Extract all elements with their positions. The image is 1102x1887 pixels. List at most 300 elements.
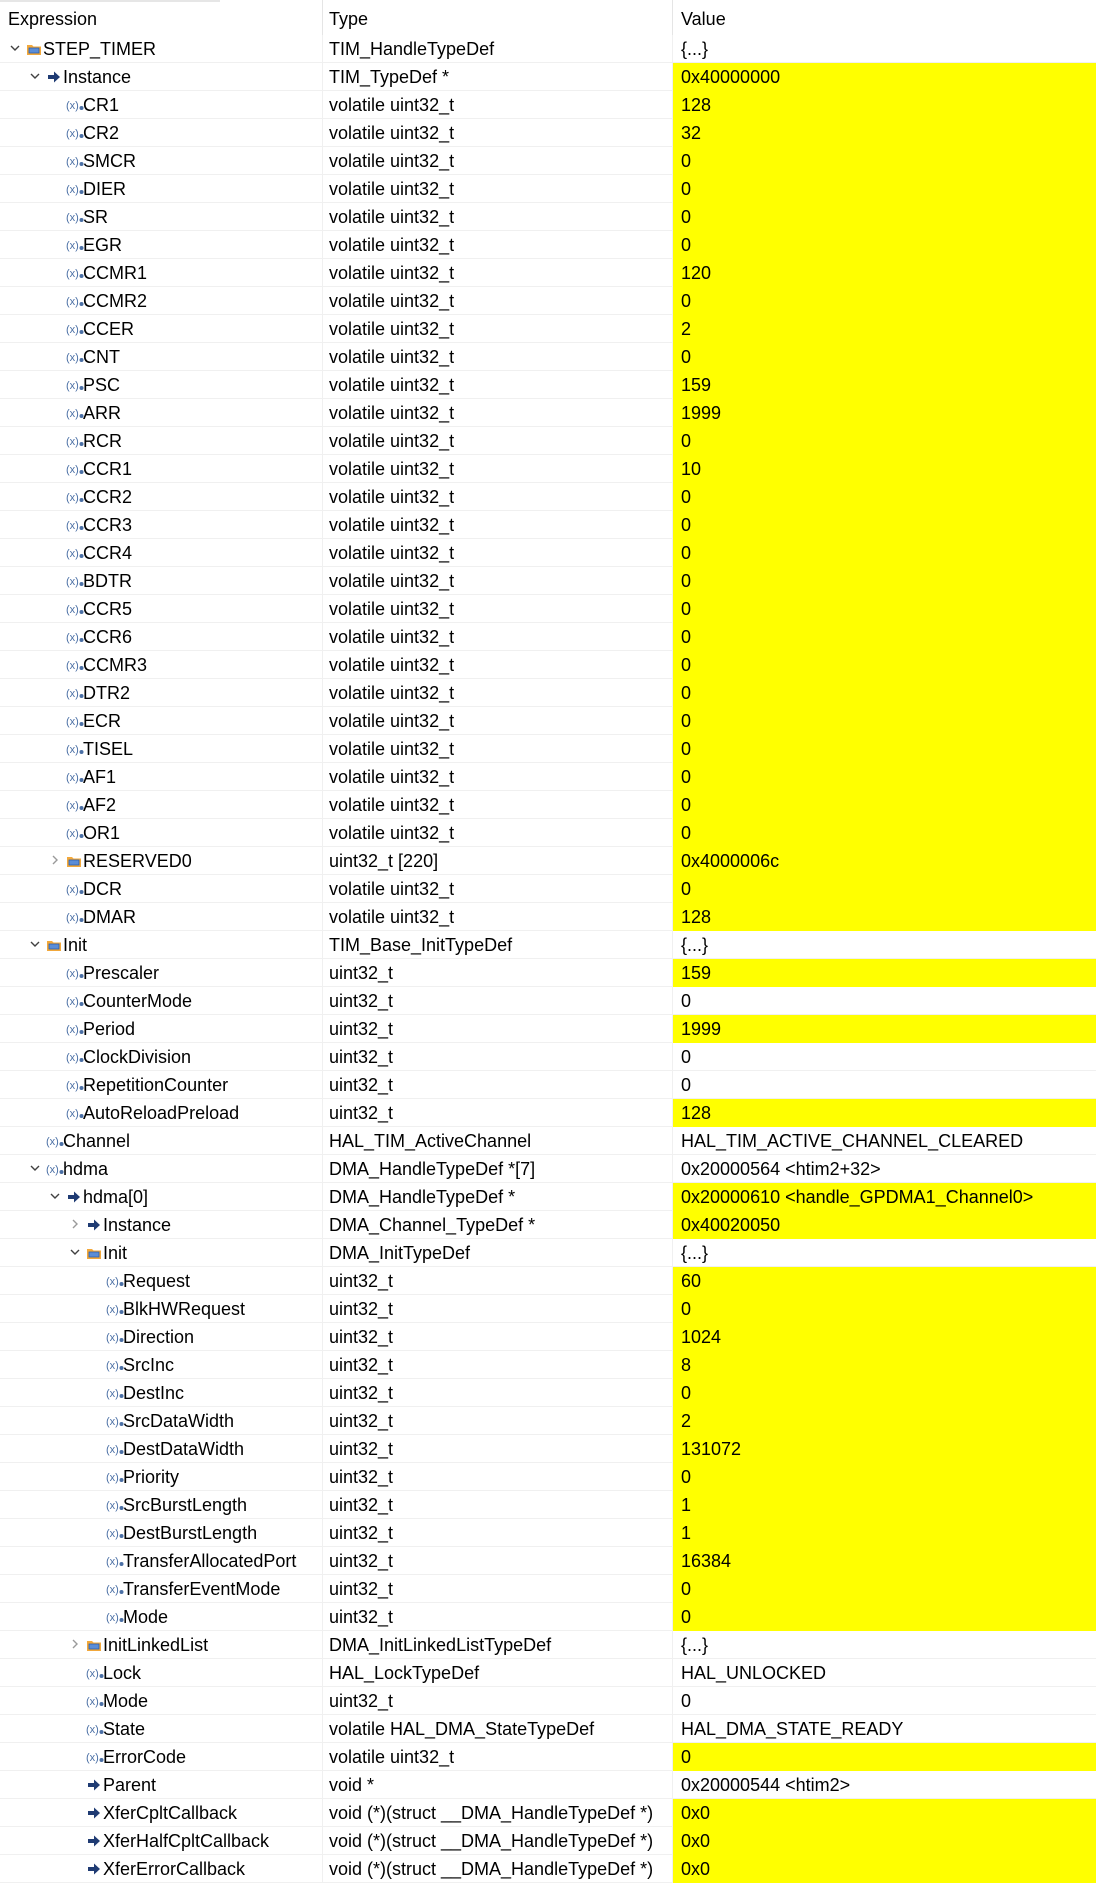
expand-chevron-down-icon[interactable] xyxy=(28,1161,42,1175)
value-cell-changed[interactable]: 0 xyxy=(673,427,1096,455)
tree-row[interactable] xyxy=(0,847,1102,875)
tree-row[interactable] xyxy=(0,1435,1102,1463)
expression-cell[interactable] xyxy=(0,1631,323,1659)
value-cell-changed[interactable]: 0 xyxy=(673,287,1096,315)
expression-cell[interactable] xyxy=(0,287,323,315)
expression-cell[interactable] xyxy=(0,63,323,91)
expression-name: hdma[0] xyxy=(83,1187,149,1207)
tree-row[interactable] xyxy=(0,119,1102,147)
value-cell[interactable]: 0 xyxy=(673,987,1096,1015)
expression-name: CCR5 xyxy=(83,599,133,619)
expression-cell[interactable] xyxy=(0,875,323,903)
expression-cell[interactable] xyxy=(0,259,323,287)
value-cell-changed[interactable]: 159 xyxy=(673,371,1096,399)
svg-text:(x): (x) xyxy=(66,884,79,896)
value-cell-changed[interactable]: 128 xyxy=(673,1099,1096,1127)
expression-cell[interactable] xyxy=(0,1155,323,1183)
value-cell-changed[interactable]: 0 xyxy=(673,567,1096,595)
expression-name: ErrorCode xyxy=(103,1747,187,1767)
variable-icon xyxy=(106,1273,122,1289)
tree-row[interactable] xyxy=(0,763,1102,791)
expression-cell[interactable] xyxy=(0,371,323,399)
variable-icon xyxy=(106,1497,122,1513)
tree-row[interactable] xyxy=(0,483,1102,511)
value-cell-changed[interactable]: 0 xyxy=(673,1603,1096,1631)
collapse-chevron-right-icon[interactable] xyxy=(48,853,62,867)
value-cell-changed[interactable]: 0 xyxy=(673,511,1096,539)
tree-row[interactable] xyxy=(0,1491,1102,1519)
expression-cell[interactable] xyxy=(0,651,323,679)
expand-chevron-down-icon[interactable] xyxy=(28,937,42,951)
tree-row[interactable] xyxy=(0,679,1102,707)
variable-icon xyxy=(66,265,82,281)
expression-name: State xyxy=(103,1719,146,1739)
tree-row[interactable] xyxy=(0,1071,1102,1099)
expression-cell[interactable] xyxy=(0,539,323,567)
expression-cell[interactable] xyxy=(0,1463,323,1491)
svg-text:(x): (x) xyxy=(106,1444,119,1456)
collapse-chevron-right-icon[interactable] xyxy=(68,1217,82,1231)
expression-cell[interactable] xyxy=(0,1855,323,1883)
expression-cell[interactable] xyxy=(0,707,323,735)
tree-row[interactable] xyxy=(0,791,1102,819)
value-cell-changed[interactable]: 0 xyxy=(673,875,1096,903)
value-cell-changed[interactable]: 0 xyxy=(673,651,1096,679)
value-cell[interactable]: HAL_DMA_STATE_READY xyxy=(673,1715,1096,1743)
tree-row[interactable] xyxy=(0,343,1102,371)
tree-row[interactable] xyxy=(0,259,1102,287)
variable-icon xyxy=(66,517,82,533)
tree-row[interactable] xyxy=(0,287,1102,315)
expression-cell[interactable] xyxy=(0,1211,323,1239)
value-cell-changed[interactable]: 159 xyxy=(673,959,1096,987)
expression-cell[interactable] xyxy=(0,1323,323,1351)
type-cell: TIM_HandleTypeDef xyxy=(323,35,673,63)
expression-cell[interactable] xyxy=(0,735,323,763)
type-cell: DMA_Channel_TypeDef * xyxy=(323,1211,673,1239)
expression-cell[interactable] xyxy=(0,1659,323,1687)
expression-name: BlkHWRequest xyxy=(123,1299,246,1319)
expression-cell[interactable] xyxy=(0,1743,323,1771)
tree-row[interactable] xyxy=(0,1715,1102,1743)
svg-text:(x): (x) xyxy=(66,968,79,980)
svg-text:(x): (x) xyxy=(66,576,79,588)
type-cell: uint32_t xyxy=(323,1379,673,1407)
expression-cell[interactable] xyxy=(0,1491,323,1519)
variable-icon xyxy=(66,713,82,729)
type-cell: volatile uint32_t xyxy=(323,651,673,679)
tree-row[interactable] xyxy=(0,735,1102,763)
tree-row[interactable] xyxy=(0,539,1102,567)
svg-text:(x): (x) xyxy=(66,1052,79,1064)
tree-row[interactable] xyxy=(0,1127,1102,1155)
svg-text:(x): (x) xyxy=(106,1276,119,1288)
type-cell: void (*)(struct __DMA_HandleTypeDef *) xyxy=(323,1827,673,1855)
value-cell-changed[interactable]: 0 xyxy=(673,147,1096,175)
tree-row[interactable] xyxy=(0,1043,1102,1071)
variable-icon xyxy=(66,237,82,253)
expression-cell[interactable] xyxy=(0,1715,323,1743)
value-cell-changed[interactable]: 0 xyxy=(673,1379,1096,1407)
variable-icon xyxy=(66,545,82,561)
value-cell-changed[interactable]: 0 xyxy=(673,203,1096,231)
expression-cell[interactable] xyxy=(0,1827,323,1855)
type-cell: HAL_TIM_ActiveChannel xyxy=(323,1127,673,1155)
value-cell-changed[interactable]: 0x40000000 xyxy=(673,63,1096,91)
value-cell[interactable]: {...} xyxy=(673,35,1096,63)
type-cell: uint32_t xyxy=(323,1547,673,1575)
type-cell: uint32_t xyxy=(323,959,673,987)
expression-name: ARR xyxy=(83,403,122,423)
type-cell: volatile uint32_t xyxy=(323,175,673,203)
expression-cell[interactable] xyxy=(0,987,323,1015)
tree-row[interactable] xyxy=(0,1211,1102,1239)
expression-name: Period xyxy=(83,1019,136,1039)
tree-row[interactable] xyxy=(0,987,1102,1015)
tree-row[interactable] xyxy=(0,931,1102,959)
svg-text:(x): (x) xyxy=(66,296,79,308)
tree-row[interactable] xyxy=(0,1295,1102,1323)
variable-icon xyxy=(66,825,82,841)
expression-cell[interactable] xyxy=(0,343,323,371)
value-cell-changed[interactable]: 128 xyxy=(673,903,1096,931)
value-cell-changed[interactable]: 0x40020050 xyxy=(673,1211,1096,1239)
variable-icon xyxy=(66,1021,82,1037)
variable-icon xyxy=(66,741,82,757)
tree-row[interactable] xyxy=(0,959,1102,987)
value-cell-changed[interactable]: 0 xyxy=(673,343,1096,371)
svg-text:(x): (x) xyxy=(106,1332,119,1344)
tree-row[interactable] xyxy=(0,1771,1102,1799)
variable-icon xyxy=(66,881,82,897)
type-cell: volatile uint32_t xyxy=(323,707,673,735)
value-cell[interactable]: 0 xyxy=(673,1071,1096,1099)
svg-text:(x): (x) xyxy=(66,380,79,392)
tree-row[interactable] xyxy=(0,455,1102,483)
tree-row[interactable] xyxy=(0,875,1102,903)
expression-cell[interactable] xyxy=(0,147,323,175)
expression-cell[interactable] xyxy=(0,1267,323,1295)
expression-cell[interactable] xyxy=(0,1239,323,1267)
tree-row[interactable] xyxy=(0,1659,1102,1687)
expression-name: ECR xyxy=(83,711,122,731)
value-cell[interactable]: {...} xyxy=(673,1631,1096,1659)
column-header-type[interactable]: Type xyxy=(323,0,673,36)
value-cell-changed[interactable]: 0 xyxy=(673,539,1096,567)
value-cell-changed[interactable]: 2 xyxy=(673,1407,1096,1435)
tree-row[interactable] xyxy=(0,1099,1102,1127)
struct-icon xyxy=(86,1637,102,1653)
type-cell: uint32_t xyxy=(323,1407,673,1435)
value-cell-changed[interactable]: 0 xyxy=(673,623,1096,651)
tree-row[interactable] xyxy=(0,707,1102,735)
value-cell-changed[interactable]: 131072 xyxy=(673,1435,1096,1463)
expression-cell[interactable] xyxy=(0,175,323,203)
value-cell-changed[interactable]: 0 xyxy=(673,1575,1096,1603)
svg-text:(x): (x) xyxy=(66,184,79,196)
svg-text:(x): (x) xyxy=(66,240,79,252)
expression-cell[interactable] xyxy=(0,567,323,595)
expression-name: RCR xyxy=(83,431,122,451)
type-cell: uint32_t xyxy=(323,1323,673,1351)
column-header-expression[interactable]: Expression xyxy=(0,0,323,36)
tree-row[interactable] xyxy=(0,1855,1102,1883)
expression-cell[interactable] xyxy=(0,679,323,707)
svg-text:(x): (x) xyxy=(66,156,79,168)
value-cell[interactable]: {...} xyxy=(673,1239,1096,1267)
tree-row[interactable] xyxy=(0,511,1102,539)
variable-icon xyxy=(66,629,82,645)
expression-cell[interactable] xyxy=(0,1407,323,1435)
tree-row[interactable] xyxy=(0,903,1102,931)
tree-row[interactable] xyxy=(0,1323,1102,1351)
tree-row[interactable] xyxy=(0,35,1102,63)
expression-cell[interactable] xyxy=(0,819,323,847)
type-cell: volatile uint32_t xyxy=(323,679,673,707)
type-cell: uint32_t xyxy=(323,1603,673,1631)
expression-name: AF2 xyxy=(83,795,117,815)
svg-text:(x): (x) xyxy=(106,1556,119,1568)
expression-name: DCR xyxy=(83,879,122,899)
tree-row[interactable] xyxy=(0,315,1102,343)
value-cell-changed[interactable]: 1999 xyxy=(673,1015,1096,1043)
tree-row[interactable] xyxy=(0,1183,1102,1211)
tree-row[interactable] xyxy=(0,1379,1102,1407)
value-cell[interactable]: {...} xyxy=(673,931,1096,959)
tree-row[interactable] xyxy=(0,399,1102,427)
expression-cell[interactable] xyxy=(0,1771,323,1799)
expression-cell[interactable] xyxy=(0,91,323,119)
expand-chevron-down-icon[interactable] xyxy=(68,1245,82,1259)
type-cell: uint32_t xyxy=(323,1463,673,1491)
value-cell-changed[interactable]: 16384 xyxy=(673,1547,1096,1575)
value-cell-changed[interactable]: 32 xyxy=(673,119,1096,147)
expression-name: DMAR xyxy=(83,907,136,927)
tree-row[interactable] xyxy=(0,1743,1102,1771)
expression-cell[interactable] xyxy=(0,1127,323,1155)
tree-row[interactable] xyxy=(0,1463,1102,1491)
tree-row[interactable] xyxy=(0,1687,1102,1715)
variable-icon xyxy=(66,461,82,477)
tree-row[interactable] xyxy=(0,1155,1102,1183)
variable-icon xyxy=(106,1301,122,1317)
tree-row[interactable] xyxy=(0,427,1102,455)
value-cell-changed[interactable]: 0 xyxy=(673,1295,1096,1323)
type-cell: uint32_t xyxy=(323,1687,673,1715)
expression-name: SrcBurstLength xyxy=(123,1495,248,1515)
type-cell: volatile uint32_t xyxy=(323,91,673,119)
expression-cell[interactable] xyxy=(0,1295,323,1323)
value-cell-changed[interactable]: 120 xyxy=(673,259,1096,287)
expression-cell[interactable] xyxy=(0,903,323,931)
value-cell-changed[interactable]: 0 xyxy=(673,1463,1096,1491)
value-cell-changed[interactable]: 1 xyxy=(673,1491,1096,1519)
expression-cell[interactable] xyxy=(0,399,323,427)
expression-cell[interactable] xyxy=(0,315,323,343)
expression-cell[interactable] xyxy=(0,1435,323,1463)
expression-cell[interactable] xyxy=(0,1575,323,1603)
tree-row[interactable] xyxy=(0,595,1102,623)
expand-chevron-down-icon[interactable] xyxy=(48,1189,62,1203)
expression-name: Init xyxy=(63,935,88,955)
expression-cell[interactable] xyxy=(0,1799,323,1827)
tree-row[interactable] xyxy=(0,1015,1102,1043)
tree-row[interactable] xyxy=(0,1631,1102,1659)
variable-icon xyxy=(66,125,82,141)
svg-text:(x): (x) xyxy=(66,464,79,476)
svg-text:(x): (x) xyxy=(66,436,79,448)
variable-icon xyxy=(86,1749,102,1765)
svg-text:(x): (x) xyxy=(66,660,79,672)
expression-cell[interactable] xyxy=(0,427,323,455)
tree-row[interactable] xyxy=(0,63,1102,91)
value-cell-changed[interactable]: 0 xyxy=(673,231,1096,259)
value-cell-changed[interactable]: 0 xyxy=(673,735,1096,763)
pointer-icon xyxy=(86,1217,102,1233)
tree-row[interactable] xyxy=(0,1407,1102,1435)
tree-row[interactable] xyxy=(0,147,1102,175)
value-cell[interactable]: 0 xyxy=(673,1687,1096,1715)
expression-cell[interactable] xyxy=(0,511,323,539)
svg-text:(x): (x) xyxy=(106,1304,119,1316)
expression-name: STEP_TIMER xyxy=(43,39,157,59)
expression-name: BDTR xyxy=(83,571,132,591)
svg-text:(x): (x) xyxy=(66,212,79,224)
tree-row[interactable] xyxy=(0,1799,1102,1827)
tree-row[interactable] xyxy=(0,91,1102,119)
value-cell-changed[interactable]: 0 xyxy=(673,819,1096,847)
expression-cell[interactable] xyxy=(0,623,323,651)
expression-cell[interactable] xyxy=(0,931,323,959)
value-cell-changed[interactable]: 0x0 xyxy=(673,1827,1096,1855)
tree-row[interactable] xyxy=(0,1267,1102,1295)
svg-text:(x): (x) xyxy=(66,688,79,700)
expression-cell[interactable] xyxy=(0,959,323,987)
type-cell: volatile uint32_t xyxy=(323,819,673,847)
expression-cell[interactable] xyxy=(0,1351,323,1379)
tree-row[interactable] xyxy=(0,203,1102,231)
variable-icon xyxy=(46,1161,62,1177)
tree-row[interactable] xyxy=(0,231,1102,259)
tree-row[interactable] xyxy=(0,371,1102,399)
tree-row[interactable] xyxy=(0,567,1102,595)
variable-icon xyxy=(106,1469,122,1485)
value-cell-changed[interactable]: 8 xyxy=(673,1351,1096,1379)
value-cell-changed[interactable]: 0 xyxy=(673,483,1096,511)
value-cell-changed[interactable]: 0 xyxy=(673,1743,1096,1771)
tree-row[interactable] xyxy=(0,623,1102,651)
expression-cell[interactable] xyxy=(0,231,323,259)
expression-cell[interactable] xyxy=(0,1099,323,1127)
value-cell-changed[interactable]: 0 xyxy=(673,679,1096,707)
tree-row[interactable] xyxy=(0,1547,1102,1575)
expression-name: CCER xyxy=(83,319,135,339)
expression-cell[interactable] xyxy=(0,1603,323,1631)
value-cell-changed[interactable]: 1024 xyxy=(673,1323,1096,1351)
expression-cell[interactable] xyxy=(0,1379,323,1407)
value-cell-changed[interactable]: 1 xyxy=(673,1519,1096,1547)
expression-cell[interactable] xyxy=(0,119,323,147)
value-cell[interactable]: HAL_TIM_ACTIVE_CHANNEL_CLEARED xyxy=(673,1127,1096,1155)
tree-row[interactable] xyxy=(0,1519,1102,1547)
value-cell-changed[interactable]: 0x0 xyxy=(673,1799,1096,1827)
expression-cell[interactable] xyxy=(0,1687,323,1715)
value-cell-changed[interactable]: 0 xyxy=(673,707,1096,735)
expression-cell[interactable] xyxy=(0,203,323,231)
expression-cell[interactable] xyxy=(0,483,323,511)
value-cell-changed[interactable]: 0 xyxy=(673,595,1096,623)
tree-row[interactable] xyxy=(0,819,1102,847)
expression-name: DestDataWidth xyxy=(123,1439,245,1459)
expression-tree xyxy=(0,35,1102,1883)
tree-row[interactable] xyxy=(0,1575,1102,1603)
value-cell[interactable]: HAL_UNLOCKED xyxy=(673,1659,1096,1687)
tree-row[interactable] xyxy=(0,1827,1102,1855)
svg-text:(x): (x) xyxy=(66,324,79,336)
expression-cell[interactable] xyxy=(0,35,323,63)
expression-cell[interactable] xyxy=(0,1043,323,1071)
value-cell-changed[interactable]: 10 xyxy=(673,455,1096,483)
expression-cell[interactable] xyxy=(0,1071,323,1099)
expression-cell[interactable] xyxy=(0,1015,323,1043)
type-cell: volatile uint32_t xyxy=(323,343,673,371)
value-cell[interactable]: 0 xyxy=(673,1043,1096,1071)
value-cell[interactable]: 0x20000544 <htim2> xyxy=(673,1771,1096,1799)
expression-cell[interactable] xyxy=(0,1547,323,1575)
expression-cell[interactable] xyxy=(0,455,323,483)
tree-row[interactable] xyxy=(0,1603,1102,1631)
value-cell-changed[interactable]: 2 xyxy=(673,315,1096,343)
type-cell: void (*)(struct __DMA_HandleTypeDef *) xyxy=(323,1855,673,1883)
value-cell-changed[interactable]: 0x4000006c xyxy=(673,847,1096,875)
tree-row[interactable] xyxy=(0,1351,1102,1379)
value-cell[interactable]: 0x20000564 <htim2+32> xyxy=(673,1155,1096,1183)
value-cell-changed[interactable]: 0x20000610 <handle_GPDMA1_Channel0> xyxy=(673,1183,1096,1211)
type-cell: DMA_InitLinkedListTypeDef xyxy=(323,1631,673,1659)
svg-text:(x): (x) xyxy=(106,1500,119,1512)
value-cell-changed[interactable]: 60 xyxy=(673,1267,1096,1295)
expression-name: TransferAllocatedPort xyxy=(123,1551,297,1571)
expression-cell[interactable] xyxy=(0,847,323,875)
expression-cell[interactable] xyxy=(0,791,323,819)
expand-chevron-down-icon[interactable] xyxy=(8,41,22,55)
value-cell-changed[interactable]: 0x0 xyxy=(673,1855,1096,1883)
variable-icon xyxy=(66,769,82,785)
column-header-value[interactable]: Value xyxy=(681,9,726,29)
expression-name: Lock xyxy=(103,1663,142,1683)
tree-row[interactable] xyxy=(0,175,1102,203)
variable-icon xyxy=(66,573,82,589)
value-cell-changed[interactable]: 128 xyxy=(673,91,1096,119)
expression-cell[interactable] xyxy=(0,1519,323,1547)
type-cell: volatile uint32_t xyxy=(323,595,673,623)
value-cell-changed[interactable]: 0 xyxy=(673,175,1096,203)
tree-row[interactable] xyxy=(0,651,1102,679)
value-cell-changed[interactable]: 0 xyxy=(673,763,1096,791)
type-cell: volatile uint32_t xyxy=(323,763,673,791)
variable-icon xyxy=(66,153,82,169)
collapse-chevron-right-icon[interactable] xyxy=(68,1637,82,1651)
tree-row[interactable] xyxy=(0,1239,1102,1267)
expand-chevron-down-icon[interactable] xyxy=(28,69,42,83)
expression-name: SrcInc xyxy=(123,1355,175,1375)
expression-cell[interactable] xyxy=(0,763,323,791)
expression-cell[interactable] xyxy=(0,1183,323,1211)
expression-cell[interactable] xyxy=(0,595,323,623)
value-cell-changed[interactable]: 0 xyxy=(673,791,1096,819)
value-cell-changed[interactable]: 1999 xyxy=(673,399,1096,427)
expression-name: CCMR3 xyxy=(83,655,148,675)
